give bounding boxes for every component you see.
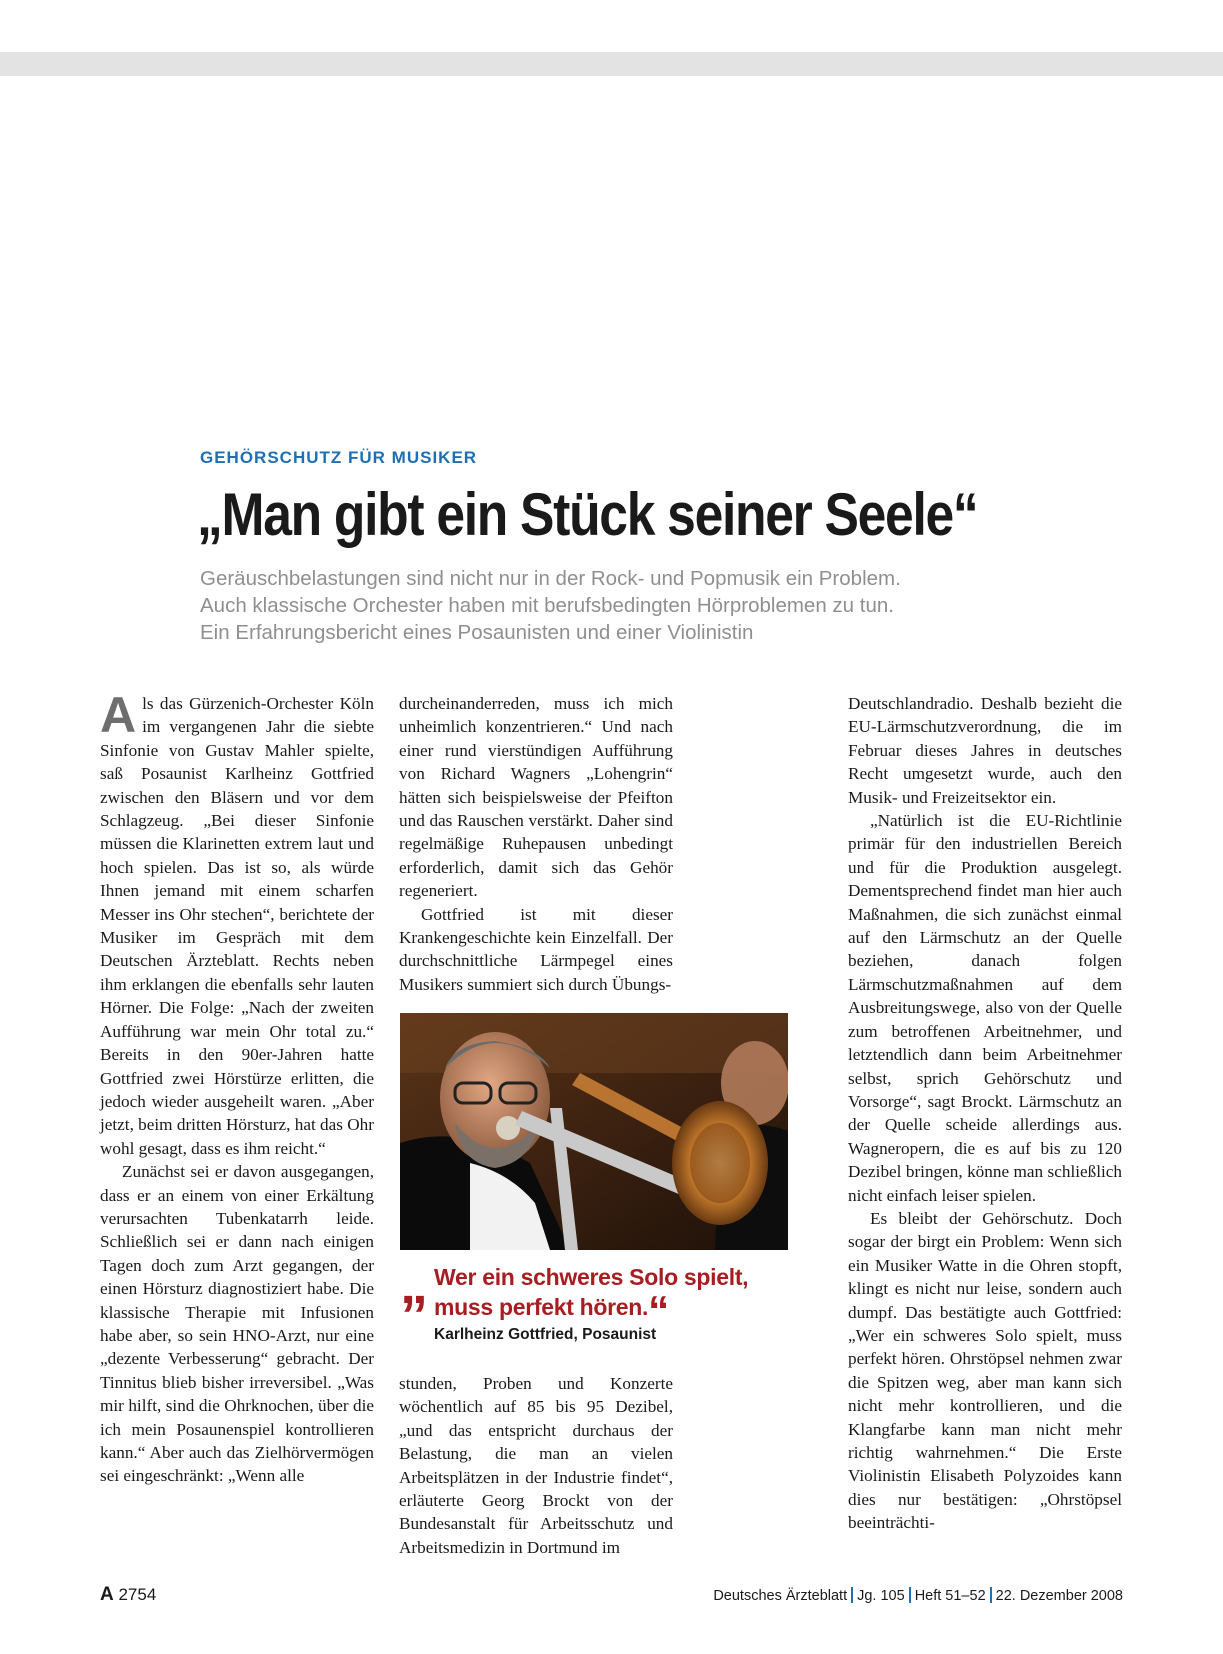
paragraph-text: ls das Gürzenich-Orchester Köln im vergangenen Jahr die siebte Sinfonie von Gustav Mahler spielte, saß Posaunist Karlheinz Gottfried zwischen den Bläsern und vor dem Schlagzeug. „Bei dieser Sinfonie müssen die Klarinetten extrem laut und hoch spielen. Das ist so, als würde Ihnen jemand mit einem scharfen Messer ins Ohr stechen“, berichtete der Musiker im Gespräch mit dem Deutschen Ärzteblatt. Rechts neben ihm erklangen die ebenfalls sehr lauten Hörner. Die Folge: „Nach der zweiten Aufführung war mein Ohr total zu.“ Bereits in den 90er-Jahren hatte Gottfried zwei Hörstürze erlitten, die jedoch wieder ausgeheilt waren. „Aber jetzt, beim dritten Hörsturz, hat das Ohr wohl gesagt, dass es ihm reicht.“ xyxy=(100,694,374,1158)
paragraph: „Natürlich ist die EU-Richtlinie primär für den industriellen Bereich und für die Produktion ausgelegt. Dementsprechend findet man hier auch Maßnahmen, die sich zunächst einmal auf den Lärmschutz an der Quelle beziehen, danach folgen Lärmschutzmaßnahmen auf dem Ausbreitungswege, also von der Quelle zum betroffenen Arbeitnehmer, und letztendlich dann beim Arbeitnehmer selbst, sprich Gehörschutz und Vorsorge“, sagt Brockt. Lärmschutz an der Quelle scheide allerdings aus. Wagneropern, die es auf bis zu 120 Dezibel bringen, könne man schließlich nicht einfach leiser spielen. xyxy=(848,811,1122,1205)
journal-volume: Jg. 105 xyxy=(857,1588,905,1604)
article-column-3 xyxy=(848,692,1122,1535)
open-quote-mark: „ xyxy=(400,1252,428,1315)
publication-footer xyxy=(713,1587,1123,1604)
standfirst-line-3: Ein Erfahrungsbericht eines Posaunisten und einer Violinistin xyxy=(200,621,754,644)
standfirst-line-2: Auch klassische Orchester haben mit berufsbedingten Hörproblemen zu tun. xyxy=(200,594,894,617)
trombonist-photo xyxy=(400,1013,788,1250)
top-gray-bar xyxy=(0,52,1223,76)
journal-issue: Heft 51–52 xyxy=(914,1588,986,1604)
pull-quote xyxy=(400,1252,800,1344)
footer-separator xyxy=(990,1587,992,1603)
article-standfirst xyxy=(200,565,1020,646)
paragraph: durcheinanderreden, muss ich mich unheimlich konzentrieren.“ Und nach einer rund vierstündigen Aufführung von Richard Wagners „Lohengrin“ hätten sich beispielsweise der Pfeifton und das Rauschen verstärkt. Daher sind regelmäßige Ruhepausen unbedingt erforderlich, damit sich das Gehör regeneriert. xyxy=(399,694,673,901)
pull-quote-body: Wer ein schweres Solo spielt, muss perfekt hören. xyxy=(434,1264,749,1320)
article-column-2-continued xyxy=(399,1372,673,1559)
footer-separator xyxy=(909,1587,911,1603)
page-number xyxy=(100,1584,156,1606)
paragraph: Zunächst sei er davon ausgegangen, dass er an einem von einer Erkältung verursachten Tubenkatarrh leide. Schließlich sei er dann nach einigen Tagen doch zum Arzt gegangen, der einen Hörsturz diagnostiziert habe. Die klassische Therapie mit Infusionen habe aber, so sein HNO-Arzt, nur eine „dezente Verbesserung“ gebracht. Der Tinnitus blieb bisher irreversibel. „Was mir hilft, sind die Ohrknochen, über die ich mein Posaunenspiel kontrollieren kann.“ Aber auch das Zielhörvermögen sei eingeschränkt: „Wenn alle xyxy=(100,1162,374,1486)
close-quote-mark: “ xyxy=(648,1287,669,1334)
page-number-value: 2754 xyxy=(118,1585,157,1604)
paragraph xyxy=(100,687,374,1160)
footer-separator xyxy=(851,1587,853,1603)
paragraph: Deutschlandradio. Deshalb bezieht die EU-Lärmschutzverordnung, die im Februar dieses Jahres in deutsches Recht umgesetzt wurde, auch den Musik- und Freizeitsektor ein. xyxy=(848,694,1122,807)
pull-quote-text xyxy=(434,1262,800,1334)
article-column-1 xyxy=(100,687,374,1488)
standfirst-line-1: Geräuschbelastungen sind nicht nur in der Rock- und Popmusik ein Problem. xyxy=(200,567,901,590)
drop-cap: A xyxy=(100,687,137,743)
pull-quote-author: Karlheinz Gottfried, Posaunist xyxy=(434,1326,657,1343)
page-prefix: A xyxy=(100,1584,114,1605)
paragraph: stunden, Proben und Konzerte wöchentlich auf 85 bis 95 Dezibel, „und das entspricht durchaus der Belastung, die man an vielen Arbeitsplätzen in der Industrie findet“, erläuterte Georg Brockt von der Bundesanstalt für Arbeitsschutz und Arbeitsmedizin in Dortmund im xyxy=(399,1374,673,1557)
article-column-2 xyxy=(399,692,673,996)
article-headline: „Man gibt ein Stück seiner Seele“ xyxy=(197,481,978,548)
journal-date: 22. Dezember 2008 xyxy=(995,1588,1123,1604)
journal-name: Deutsches Ärzteblatt xyxy=(713,1588,848,1604)
paragraph: Es bleibt der Gehörschutz. Doch sogar der birgt ein Problem: Wenn sich ein Musiker Watte in die Ohren stopft, klingt es nicht nur leise, sondern auch dumpf. Das bestätigte auch Gottfried: „Wer ein schweres Solo spielt, muss perfekt hören. Ohrstöpsel nehmen zwar die Spitzen weg, aber man kann sich nicht mehr kontrollieren, und die Klangfarbe kann man nicht mehr richtig wahrnehmen.“ Die Erste Violinistin Elisabeth Polyzoides kann dies nur bestätigen: „Ohrstöpsel beeinträchti- xyxy=(848,1208,1122,1533)
paragraph: Gottfried ist mit dieser Krankengeschichte kein Einzelfall. Der durchschnittliche Lärmpegel eines Musikers summiert sich durch Übungs- xyxy=(399,904,673,994)
section-kicker: GEHÖRSCHUTZ FÜR MUSIKER xyxy=(200,448,478,467)
